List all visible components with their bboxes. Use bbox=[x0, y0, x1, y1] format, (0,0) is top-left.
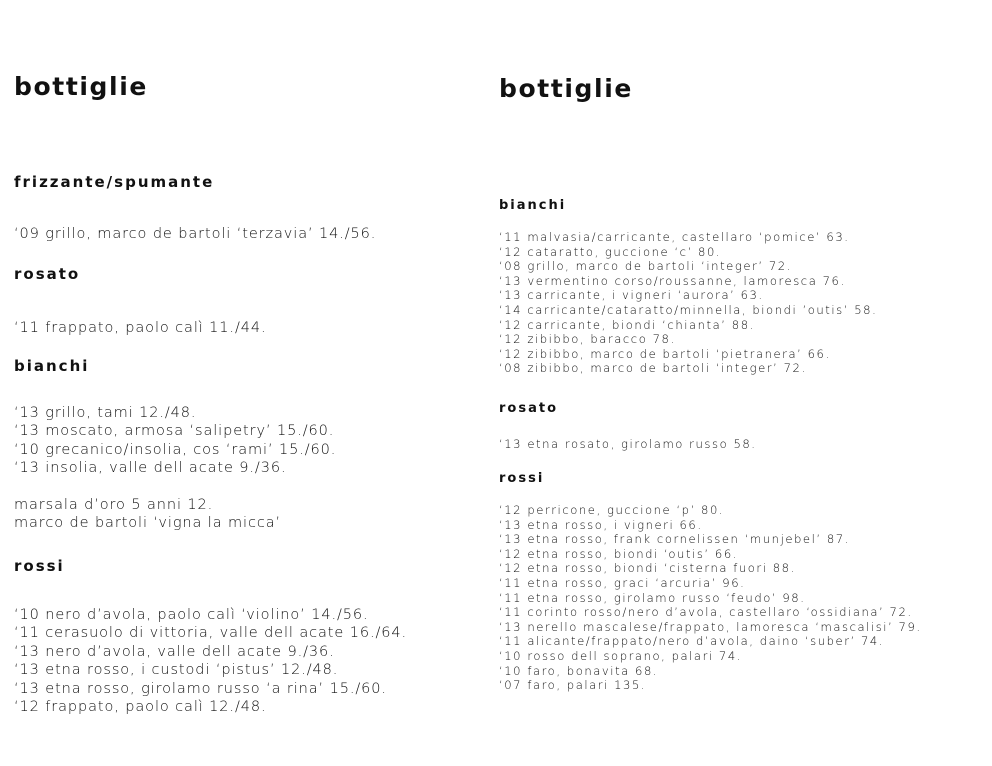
list-item: ‘12 zibibbo, marco de bartoli ‘pietranera’ 66. bbox=[499, 346, 831, 361]
list-item: ‘13 etna rosso, i custodi ‘pistus’ 12./48. bbox=[14, 662, 339, 679]
list-item: ‘10 grecanico/insolia, cos ‘rami’ 15./60. bbox=[14, 441, 337, 458]
list-item: ‘12 etna rosso, biondi ‘outis’ 66. bbox=[499, 546, 738, 561]
list-item: ‘08 zibibbo, marco de bartoli ‘integer’ 72. bbox=[499, 361, 807, 376]
right-heading-rosato: rosato bbox=[499, 401, 558, 416]
list-item: ‘09 grillo, marco de bartoli ‘terzavia’ 14./56. bbox=[14, 226, 377, 242]
right-list-rosato bbox=[499, 437, 757, 452]
left-list-marsala bbox=[14, 496, 281, 533]
left-title: bottiglie bbox=[14, 72, 148, 101]
right-list-bianchi bbox=[499, 230, 877, 376]
list-item: ‘13 etna rosso, girolamo russo ‘a rina’ 15./60. bbox=[14, 680, 387, 697]
list-item: ‘12 perricone, guccione ‘p’ 80. bbox=[499, 503, 725, 517]
left-list-bianchi bbox=[14, 404, 336, 478]
left-heading-rossi: rossi bbox=[14, 557, 65, 575]
list-item: ‘13 grillo, tami 12./48. bbox=[14, 405, 197, 421]
list-item: ‘12 frappato, paolo calì 12./48. bbox=[14, 699, 267, 716]
list-item: ‘08 grillo, marco de bartoli ‘integer’ 72. bbox=[499, 259, 792, 274]
list-item: ‘13 insolia, valle dell acate 9./36. bbox=[14, 460, 287, 477]
left-heading-rosato: rosato bbox=[14, 265, 81, 283]
right-title: bottiglie bbox=[499, 74, 633, 103]
list-item: marsala d’oro 5 anni 12. bbox=[14, 497, 214, 513]
right-heading-bianchi: bianchi bbox=[499, 198, 567, 213]
left-list-rossi bbox=[14, 606, 407, 716]
list-item: marco de bartoli ‘vigna la micca’ bbox=[14, 515, 282, 532]
list-item: ‘14 carricante/cataratto/minnella, biondi ’outis’ 58. bbox=[499, 302, 878, 317]
list-item: ‘10 nero d’avola, paolo calì ‘violino’ 14./56. bbox=[14, 607, 369, 623]
left-heading-frizzante: frizzante/spumante bbox=[14, 173, 215, 191]
list-item: ‘07 faro, palari 135. bbox=[499, 678, 647, 693]
list-item: ‘12 cataratto, guccione ‘c’ 80. bbox=[499, 244, 722, 259]
list-item: ‘13 nerello mascalese/frappato, lamoresca ‘mascalisi’ 79. bbox=[499, 619, 922, 634]
list-item: ‘11 etna rosso, girolamo russo ‘feudo’ 98. bbox=[499, 590, 806, 605]
list-item: ‘10 faro, bonavita 68. bbox=[499, 663, 659, 678]
list-item: ‘13 vermentino corso/roussanne, lamoresca 76. bbox=[499, 273, 846, 288]
list-item: ‘11 etna rosso, graci ‘arcuria’ 96. bbox=[499, 575, 746, 590]
list-item: ‘13 carricante, i vigneri ‘aurora’ 63. bbox=[499, 288, 764, 303]
list-item: ‘11 malvasia/carricante, castellaro ‘pomice’ 63. bbox=[499, 230, 850, 244]
list-item: ‘13 nero d’avola, valle dell acate 9./36. bbox=[14, 643, 335, 660]
list-item: ‘10 rosso dell soprano, palari 74. bbox=[499, 648, 742, 663]
list-item: ‘13 etna rosato, girolamo russo 58. bbox=[499, 437, 757, 451]
list-item: ‘13 moscato, armosa ‘salipetry’ 15./60. bbox=[14, 423, 335, 440]
left-heading-bianchi: bianchi bbox=[14, 357, 90, 375]
list-item: ‘12 carricante, biondi ‘chianta’ 88. bbox=[499, 317, 755, 332]
list-item: ‘11 frappato, paolo calì 11./44. bbox=[14, 320, 267, 336]
list-item: ‘12 etna rosso, biondi ‘cisterna fuori 88. bbox=[499, 561, 796, 576]
left-list-frizzante bbox=[14, 225, 376, 243]
list-item: ‘11 corinto rosso/nero d’avola, castellaro ‘ossidiana’ 72. bbox=[499, 605, 913, 620]
list-item: ‘11 alicante/frappato/nero d’avola, daino ‘suber’ 74. bbox=[499, 634, 885, 649]
list-item: ‘12 zibibbo, baracco 78. bbox=[499, 332, 676, 347]
list-item: ‘13 etna rosso, i vigneri 66. bbox=[499, 517, 703, 532]
right-list-rossi bbox=[499, 503, 922, 693]
left-list-rosato bbox=[14, 319, 267, 337]
list-item: ‘11 cerasuolo di vittoria, valle dell acate 16./64. bbox=[14, 625, 408, 642]
right-heading-rossi: rossi bbox=[499, 471, 545, 486]
list-item: ‘13 etna rosso, frank cornelissen ‘munjebel’ 87. bbox=[499, 532, 850, 547]
